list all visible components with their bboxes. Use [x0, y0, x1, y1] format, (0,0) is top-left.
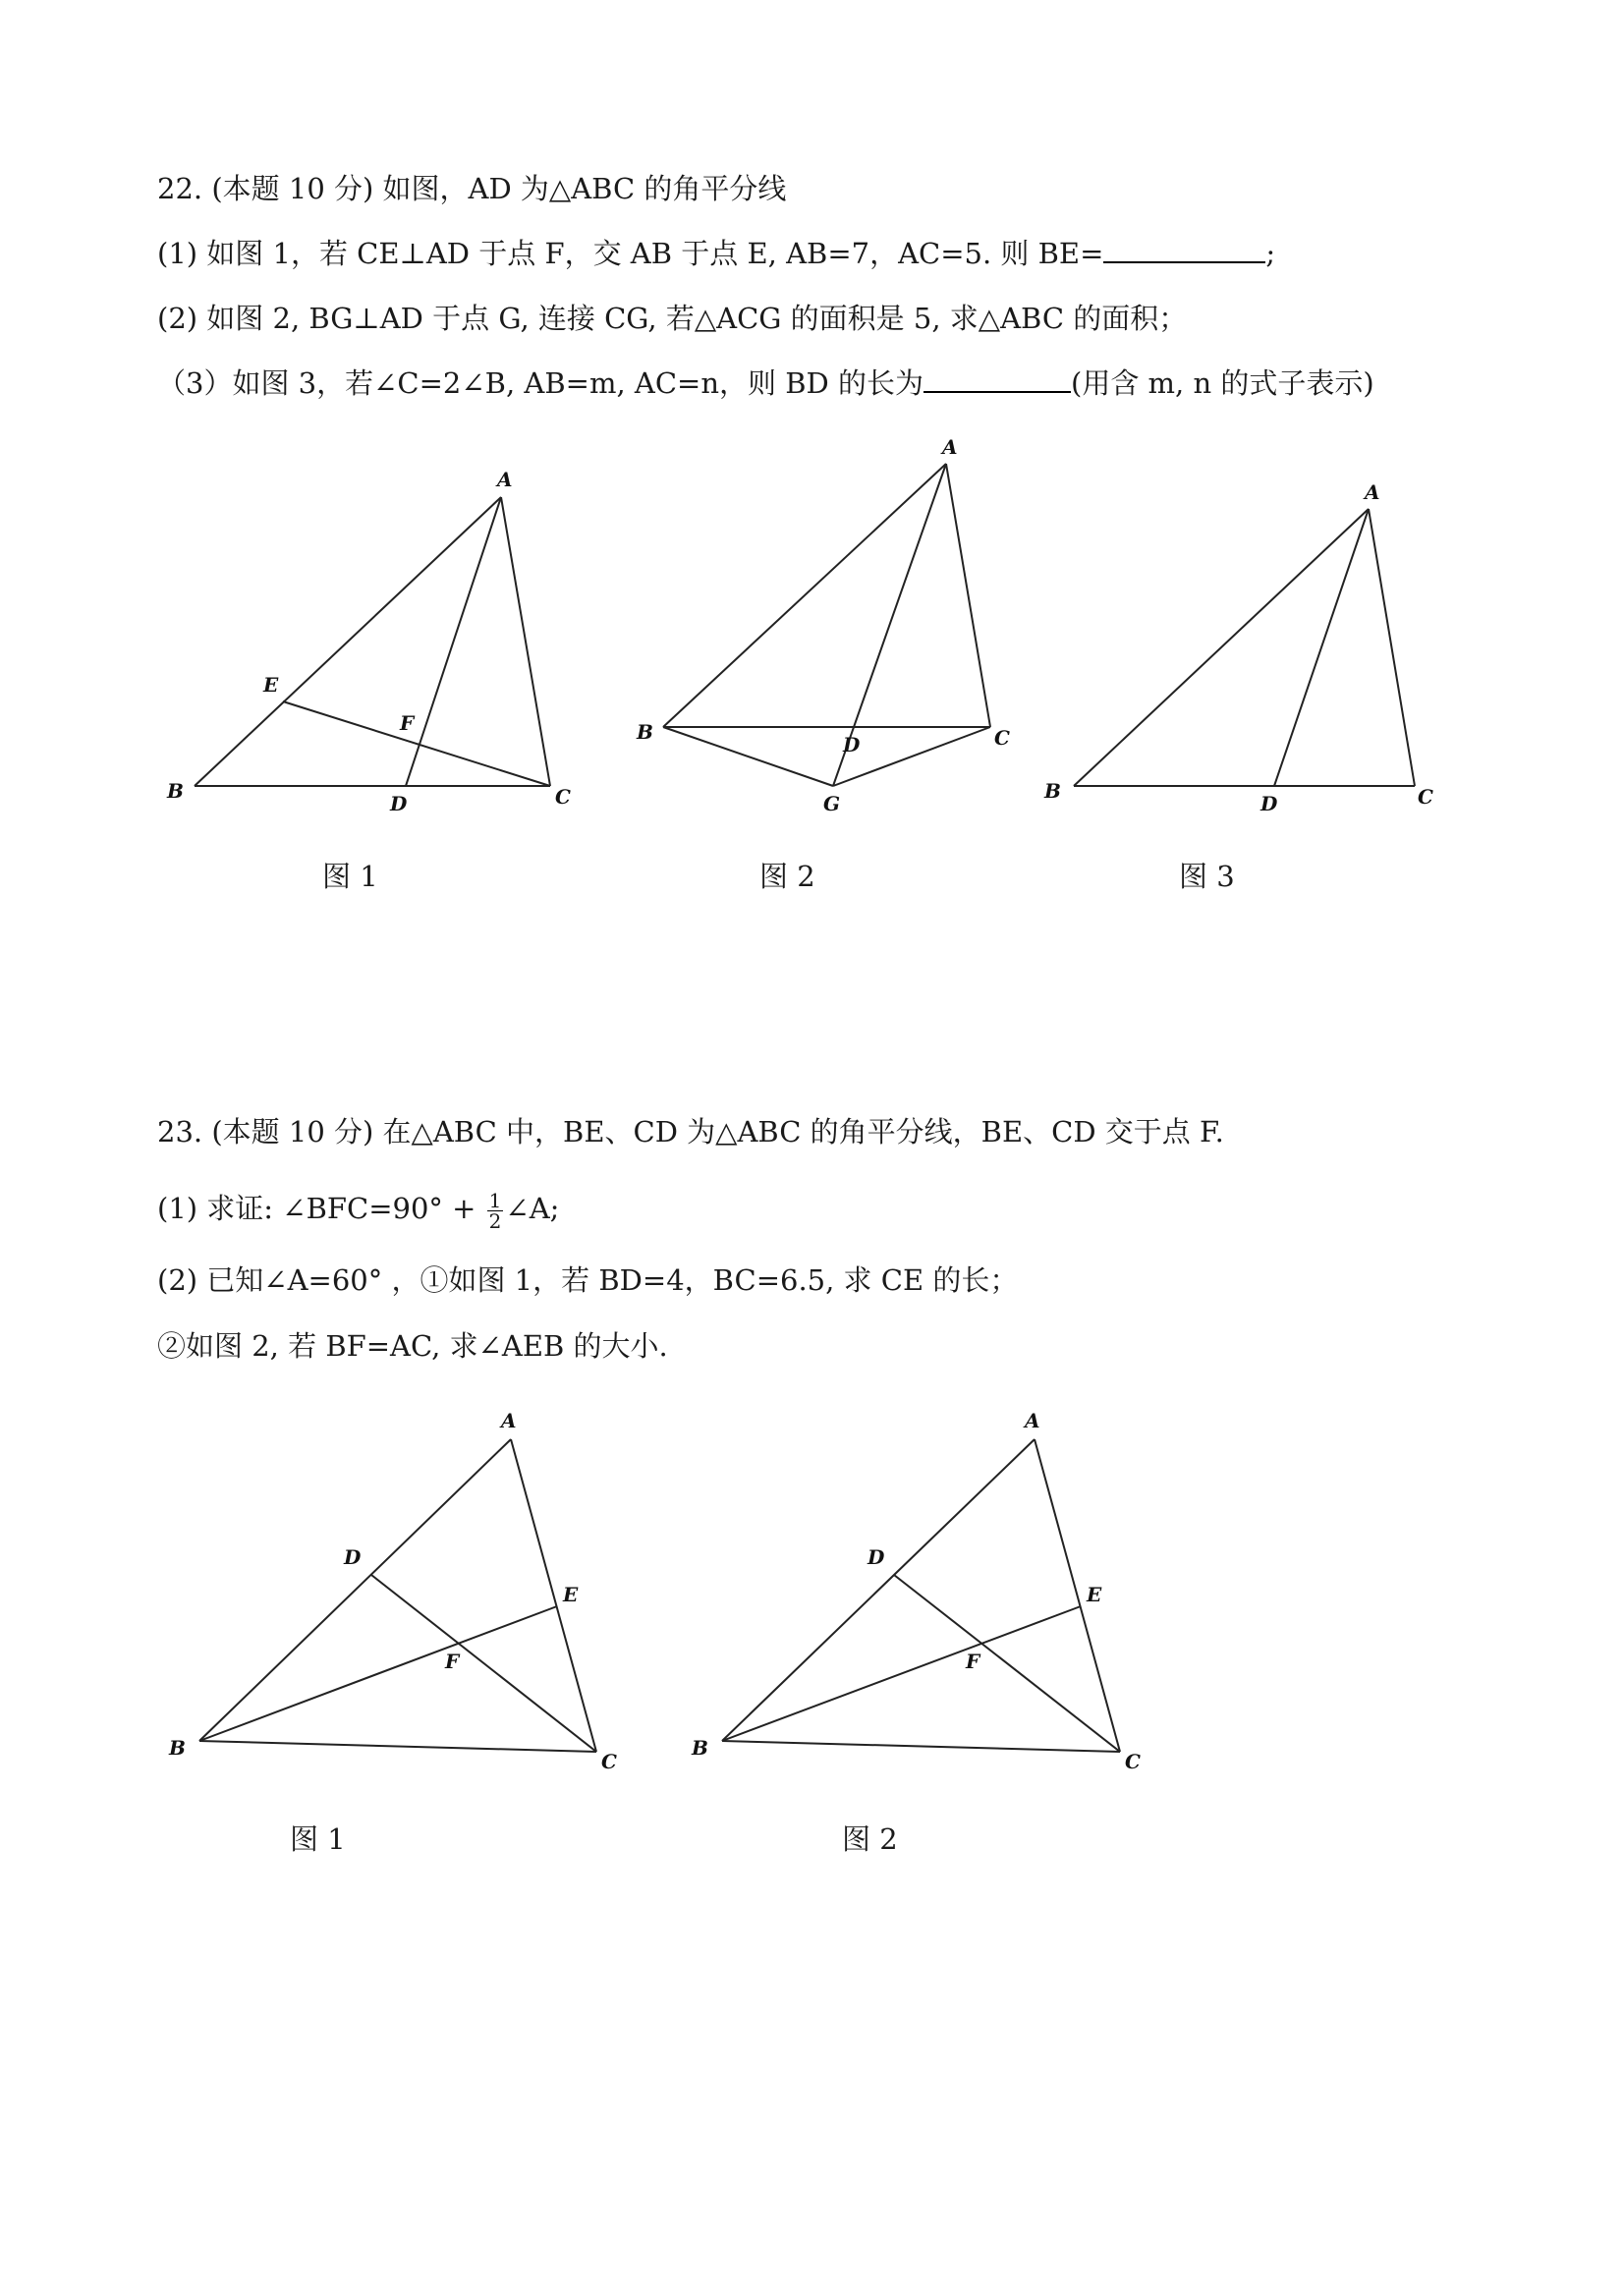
fig1-label-b: B — [167, 779, 184, 803]
q23-fig2-label-c: C — [1125, 1750, 1141, 1773]
q23-fig2-side-bc — [722, 1741, 1120, 1752]
q23-fig1-label-f: F — [445, 1650, 460, 1673]
fig1-label-c: C — [555, 785, 571, 809]
q23-part2: (2) 已知∠A=60° ，①如图 1，若 BD=4，BC=6.5, 求 CE 的长； — [157, 1263, 1019, 1297]
fig2-label-a: A — [942, 435, 958, 459]
q23-part1-end: ∠A; — [505, 1192, 560, 1225]
q23-title: 23. (本题 10 分) 在△ABC 中，BE、CD 为△ABC 的角平分线，BE、CD 交于点 F. — [157, 1115, 1224, 1148]
fig3-label-a: A — [1365, 480, 1380, 504]
q23-fraction-denominator: 2 — [488, 1208, 502, 1233]
q23-fig2-label-f: F — [966, 1650, 980, 1673]
q23-fig2-side-ac — [1035, 1439, 1120, 1752]
q23-fig1-label-a: A — [501, 1409, 517, 1432]
q22-part1-end: ; — [1265, 237, 1276, 270]
q23-fig2-bisector-be — [722, 1606, 1081, 1741]
q23-caption-1: 图 1 — [290, 1822, 346, 1856]
fig3-label-c: C — [1418, 785, 1433, 809]
q23-fig1-label-e: E — [563, 1583, 579, 1606]
fig1-label-e: E — [263, 673, 279, 697]
q23-fig2-label-e: E — [1087, 1583, 1102, 1606]
fig3-label-b: B — [1044, 779, 1061, 803]
fig1-label-a: A — [497, 468, 513, 491]
q23-fig1-label-b: B — [169, 1736, 186, 1760]
q22-caption-3: 图 3 — [1179, 860, 1235, 893]
q23-fig1-bisector-be — [199, 1606, 557, 1741]
q22-part2: (2) 如图 2, BG⊥AD 于点 G, 连接 CG, 若△ACG 的面积是 5, 求△ABC 的面积； — [157, 302, 1188, 335]
q23-caption-2: 图 2 — [842, 1822, 898, 1856]
q22-part3-text: （3）如图 3，若∠C=2∠B, AB=m, AC=n，则 BD 的长为 — [157, 366, 923, 400]
q23-fig2-side-ab — [722, 1439, 1035, 1741]
q23-part1-text: (1) 求证: ∠BFC=90° + — [157, 1192, 476, 1225]
fig1-label-d: D — [390, 792, 408, 815]
q23-part3: ②如图 2, 若 BF=AC, 求∠AEB 的大小. — [157, 1329, 668, 1363]
q23-fig2-label-a: A — [1025, 1409, 1040, 1432]
q23-figure-1 — [168, 1409, 617, 1773]
q22-title: 22. (本题 10 分) 如图，AD 为△ABC 的角平分线 — [157, 172, 787, 205]
fig2-label-b: B — [637, 720, 653, 744]
q23-fig1-side-ac — [511, 1439, 596, 1752]
fig2-label-d: D — [843, 733, 861, 756]
q23-fig1-label-d: D — [344, 1545, 362, 1569]
fig2-label-g: G — [823, 792, 841, 815]
fig2-label-c: C — [994, 726, 1010, 750]
q22-caption-1: 图 1 — [322, 860, 378, 893]
q22-part3-end: (用含 m, n 的式子表示) — [1071, 366, 1374, 400]
q23-figure-2 — [691, 1409, 1141, 1773]
q23-fraction-numerator: 1 — [488, 1188, 502, 1212]
q22-caption-2: 图 2 — [759, 860, 815, 893]
q23-fig2-label-d: D — [867, 1545, 885, 1569]
q23-fig2-label-b: B — [692, 1736, 708, 1760]
q23-fig1-side-ab — [199, 1439, 511, 1741]
q23-fig1-label-c: C — [601, 1750, 617, 1773]
q22-part1-text: (1) 如图 1，若 CE⊥AD 于点 F，交 AB 于点 E, AB=7，AC=5. 则 BE= — [157, 237, 1104, 270]
fig1-label-f: F — [400, 711, 415, 735]
fig3-label-d: D — [1260, 792, 1278, 815]
q23-fig1-side-bc — [199, 1741, 596, 1752]
